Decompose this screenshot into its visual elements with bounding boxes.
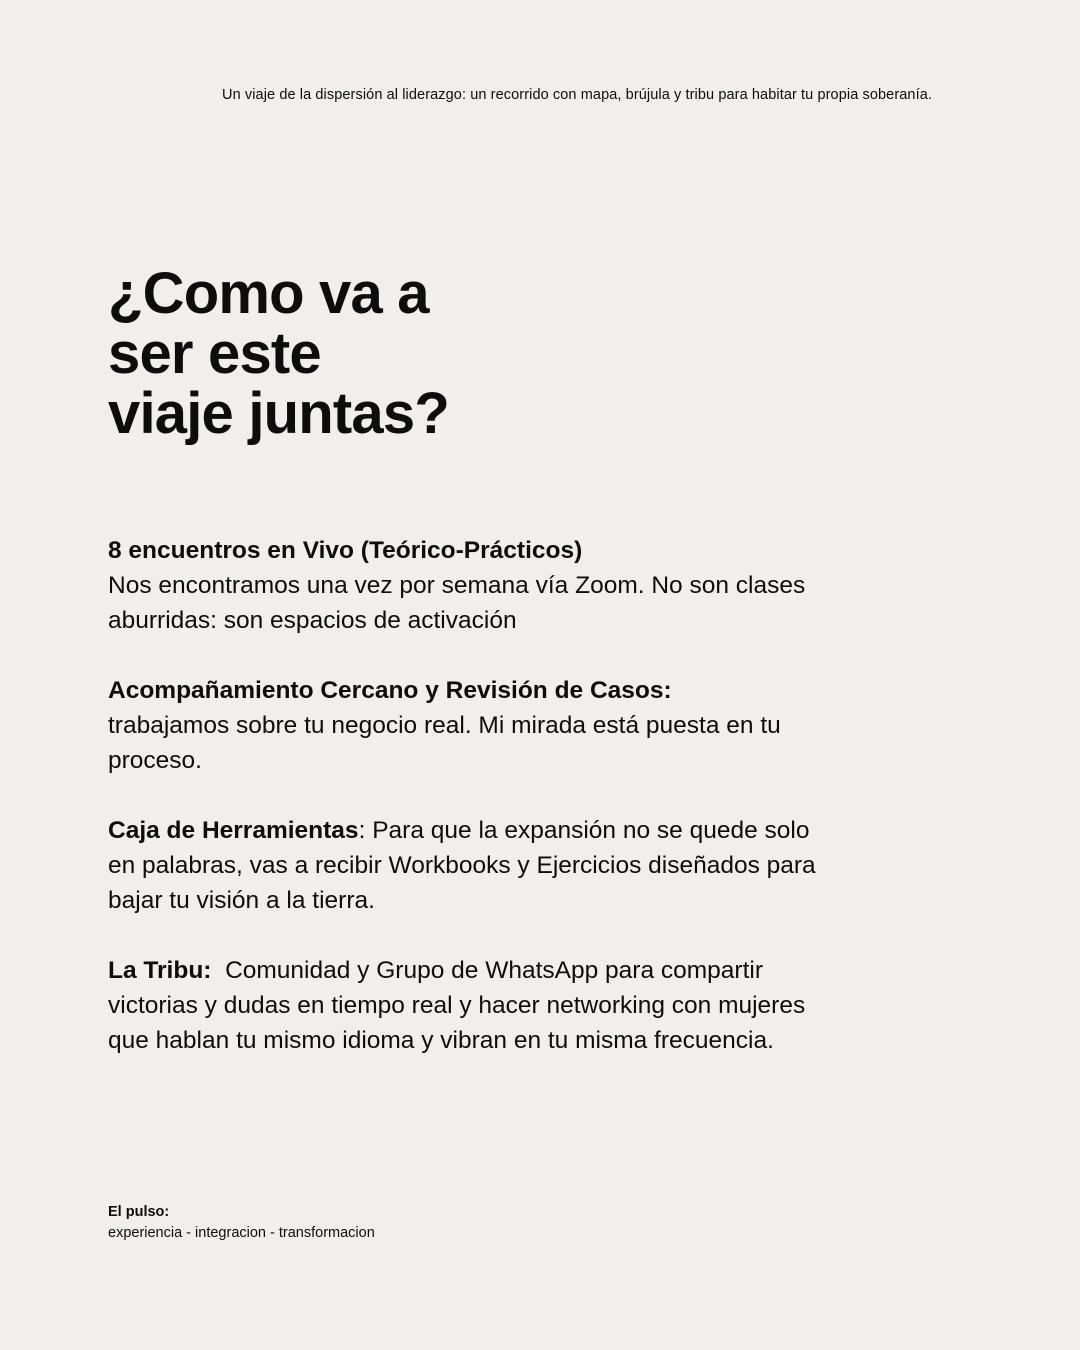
footer-label: El pulso: (108, 1204, 170, 1220)
feature-body: Para que la expansión no se quede solo en palabras, vas a recibir Workbooks y Ejercicios diseñados para bajar tu visión a la tierra. (108, 817, 816, 914)
feature-separator: : (358, 817, 373, 844)
title-line-3: viaje juntas? (108, 381, 449, 446)
feature-body: Nos encontramos una vez por semana vía Zoom. No son clases aburridas: son espacios de activación (108, 572, 806, 634)
page-title (108, 261, 449, 446)
feature-heading: 8 encuentros en Vivo (Teórico-Prácticos) (108, 537, 583, 564)
feature-separator (211, 957, 225, 984)
feature-heading: La Tribu: (108, 957, 212, 984)
feature-accompaniment (108, 673, 828, 778)
tagline: Un viaje de la dispersión al liderazgo: un recorrido con mapa, brújula y tribu para habitar tu propia soberanía. (222, 87, 933, 103)
footer-value: experiencia - integracion - transformacion (108, 1225, 375, 1241)
feature-heading: Caja de Herramientas (108, 817, 359, 844)
feature-heading: Acompañamiento Cercano y Revisión de Casos: (108, 677, 672, 704)
feature-toolbox (108, 813, 828, 918)
title-line-2: ser este (108, 321, 321, 386)
feature-body: Comunidad y Grupo de WhatsApp para compartir victorias y dudas en tiempo real y hacer networking con mujeres que hablan tu mismo idioma y vibran en tu misma frecuencia. (108, 957, 806, 1054)
feature-body: trabajamos sobre tu negocio real. Mi mirada está puesta en tu proceso. (108, 712, 781, 774)
feature-tribe (108, 953, 828, 1058)
title-line-1: ¿Como va a (108, 261, 429, 326)
footer (108, 1202, 375, 1244)
feature-list (108, 533, 828, 1093)
feature-live-meetings (108, 533, 828, 638)
